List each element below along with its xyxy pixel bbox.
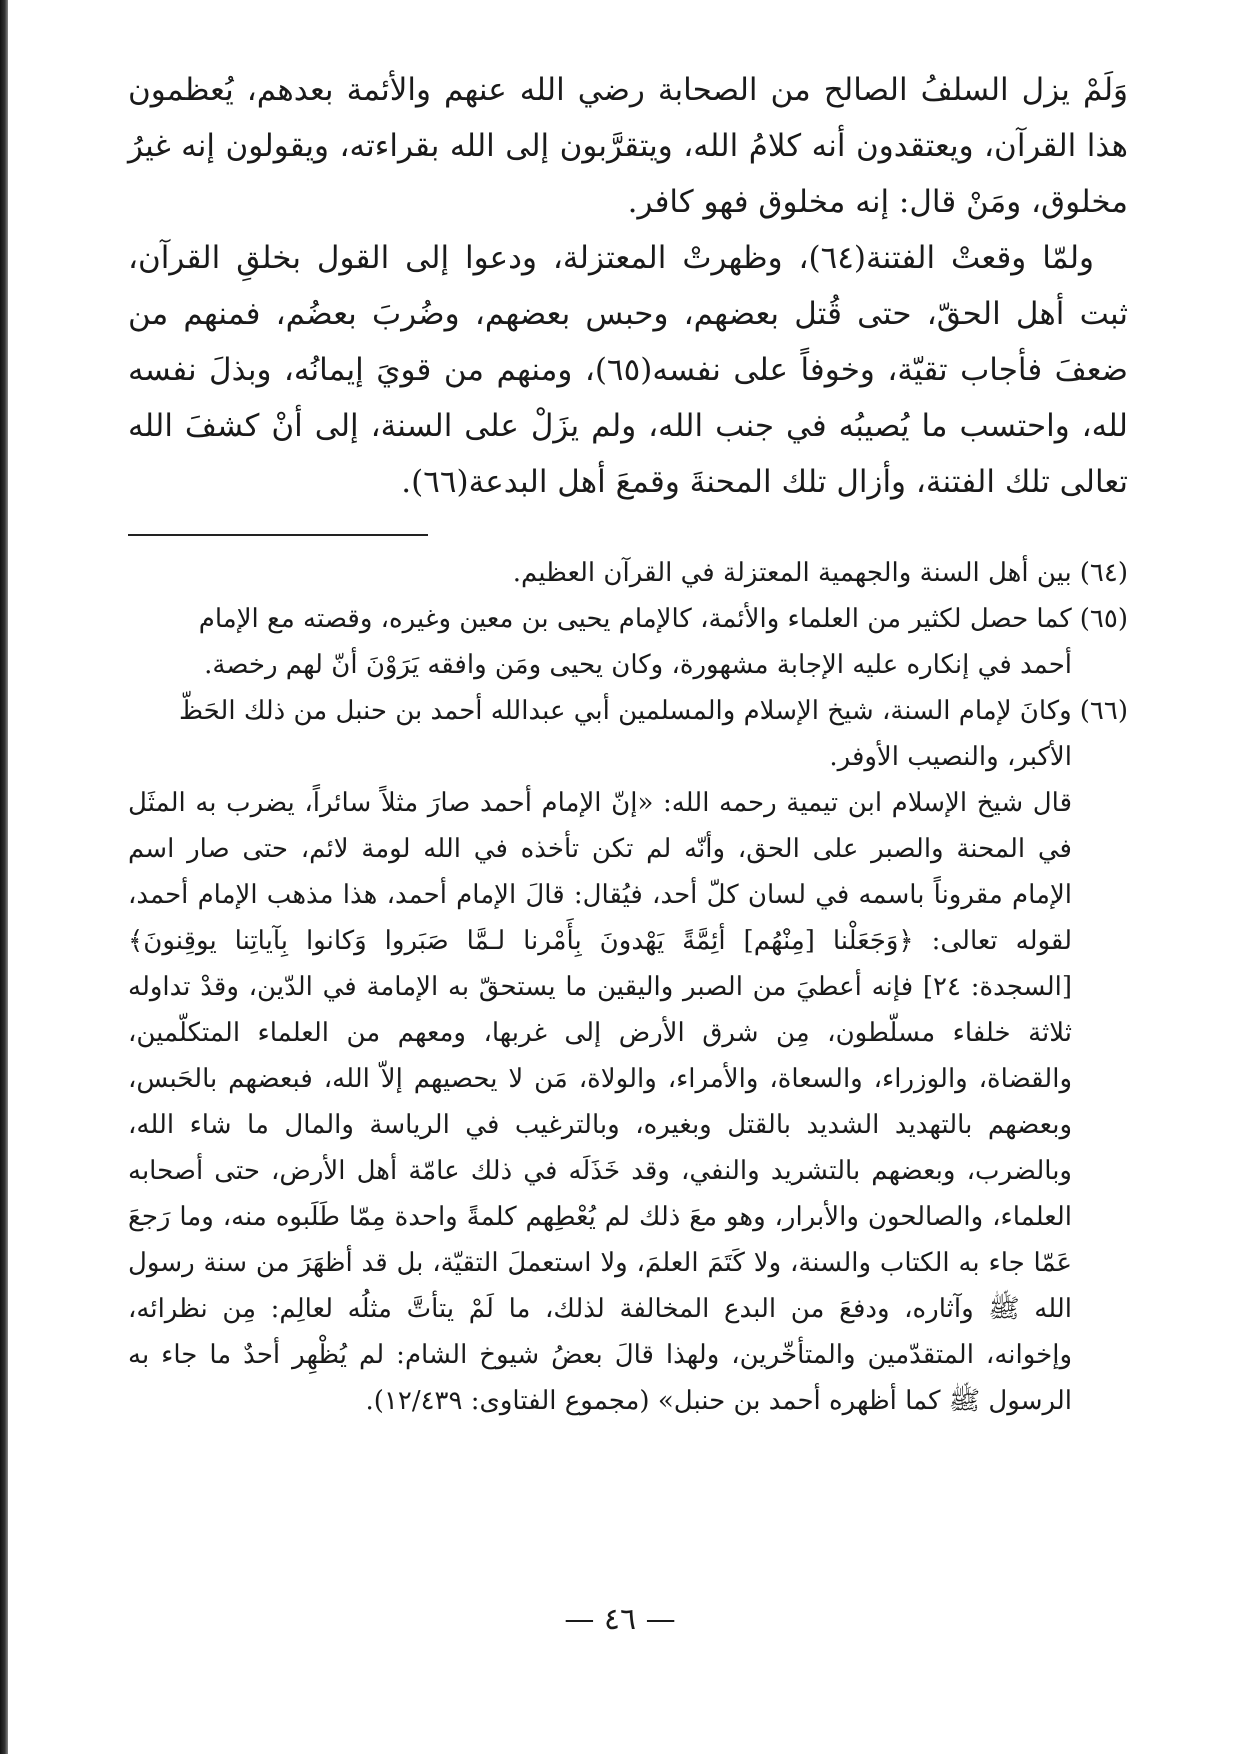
- footnote-text: بين أهل السنة والجهمية المعتزلة في القرآن العظيم.: [512, 558, 1072, 588]
- main-text: [128, 62, 1128, 510]
- footnote-continuation: أحمد في إنكاره عليه الإجابة مشهورة، وكان يحيى ومَن وافقه يَرَوْنَ أنّ لهم رخصة.: [204, 650, 1072, 680]
- footnote-66: [128, 688, 1128, 734]
- scan-edge-shadow: [0, 0, 8, 1754]
- footnote-64: [128, 550, 1128, 596]
- footnote-continuation: الأكبر، والنصيب الأوفر.: [829, 742, 1072, 772]
- footnote-quote: قال شيخ الإسلام ابن تيمية رحمه الله: «إنّ الإمام أحمد صارَ مثلاً سائراً، يضرب به المثَل في المحنة والصبر على الحق، وأنّه لم تكن تأخذه في الله لومة لائم، حتى صار اسم الإمام مقروناً باسمه في لسان كلّ أحد، فيُقال: قالَ الإمام أحمد، هذا مذهب الإمام أحمد، لقوله تعالى: ﴿وَجَعَلْنا [مِنْهُم] أئِمَّةً يَهْدونَ بِأَمْرنا لـمَّا صَبَروا وَكانوا بِآياتِنا يوقِنونَ﴾ [السجدة: ٢٤] فإنه أعطيَ من الصبر واليقين ما يستحقّ به الإمامة في الدّين، وقدْ تداوله ثلاثة خلفاء مسلّطون، مِن شرق الأرض إلى غربها، ومعهم من العلماء المتكلّمين، والقضاة، والوزراء، والسعاة، والأمراء، والولاة، مَن لا يحصيهم إلاّ الله، فبعضهم بالحَبس، وبعضهم بالتهديد الشديد بالقتل وبغيره، وبالترغيب في الرياسة والمال ما شاء الله، وبالضرب، وبعضهم بالتشريد والنفي، وقد خَذَلَه في ذلك عامّة أهل الأرض، حتى أصحابه العلماء، والصالحون والأبرار، وهو معَ ذلك لم يُعْطِهم كلمةً واحدة مِمّا طَلَبوه منه، وما رَجعَ عَمّا جاء به الكتاب والسنة، ولا كَتَمَ العلمَ، ولا استعملَ التقيّة، بل قد أظهَرَ من سنة رسول الله ﷺ وآثاره، ودفعَ من البدع المخالفة لذلك، ما لَمْ يتأتَّ مثلُه لعالِم: مِن نظرائه، وإخوانه، المتقدّمين والمتأخّرين، ولهذا قالَ بعضُ شيوخ الشام: لم يُظْهِر أحدٌ ما جاء به الرسول ﷺ كما أظهره أحمد بن حنبل» (مجموع الفتاوى: ١٢/٤٣٩).: [128, 788, 1072, 1416]
- footnote-number: (٦٤): [1079, 558, 1128, 588]
- footnote-number: (٦٥): [1079, 604, 1128, 634]
- footnote-divider: [128, 534, 428, 536]
- page-number: — ٤٦ —: [564, 1602, 676, 1637]
- footnote-text: وكانَ لإمام السنة، شيخ الإسلام والمسلمين أبي عبدالله أحمد بن حنبل من ذلك الحَظّ: [178, 696, 1072, 726]
- page-body: [128, 62, 1128, 1424]
- footnote-text: كما حصل لكثير من العلماء والأئمة، كالإمام يحيى بن معين وغيره، وقصته مع الإمام: [198, 604, 1072, 634]
- footnotes: [128, 550, 1128, 1424]
- footnote-number: (٦٦): [1079, 696, 1128, 726]
- main-paragraph: وَلَمْ يزل السلفُ الصالح من الصحابة رضي الله عنهم والأئمة بعدهم، يُعظمون هذا القرآن، ويعتقدون أنه كلامُ الله، ويتقرَّبون إلى الله بقراءته، ويقولون إنه غيرُ مخلوق، ومَنْ قال: إنه مخلوق فهو كافر.: [128, 72, 1128, 220]
- main-paragraph: ولمّا وقعتْ الفتنة(٦٤)، وظهرتْ المعتزلة، ودعوا إلى القول بخلقِ القرآن، ثبت أهل الحقّ، حتى قُتل بعضهم، وحبس بعضهم، وضُربَ بعضُم، فمنهم من ضعفَ فأجاب تقيّة، وخوفاً على نفسه(٦٥)، ومنهم من قويَ إيمانُه، وبذلَ نفسه لله، واحتسب ما يُصيبُه في جنب الله، ولم يزَلْ على السنة، إلى أنْ كشفَ الله تعالى تلك الفتنة، وأزال تلك المحنةَ وقمعَ أهل البدعة(٦٦).: [128, 240, 1128, 500]
- footnote-65: [128, 596, 1128, 642]
